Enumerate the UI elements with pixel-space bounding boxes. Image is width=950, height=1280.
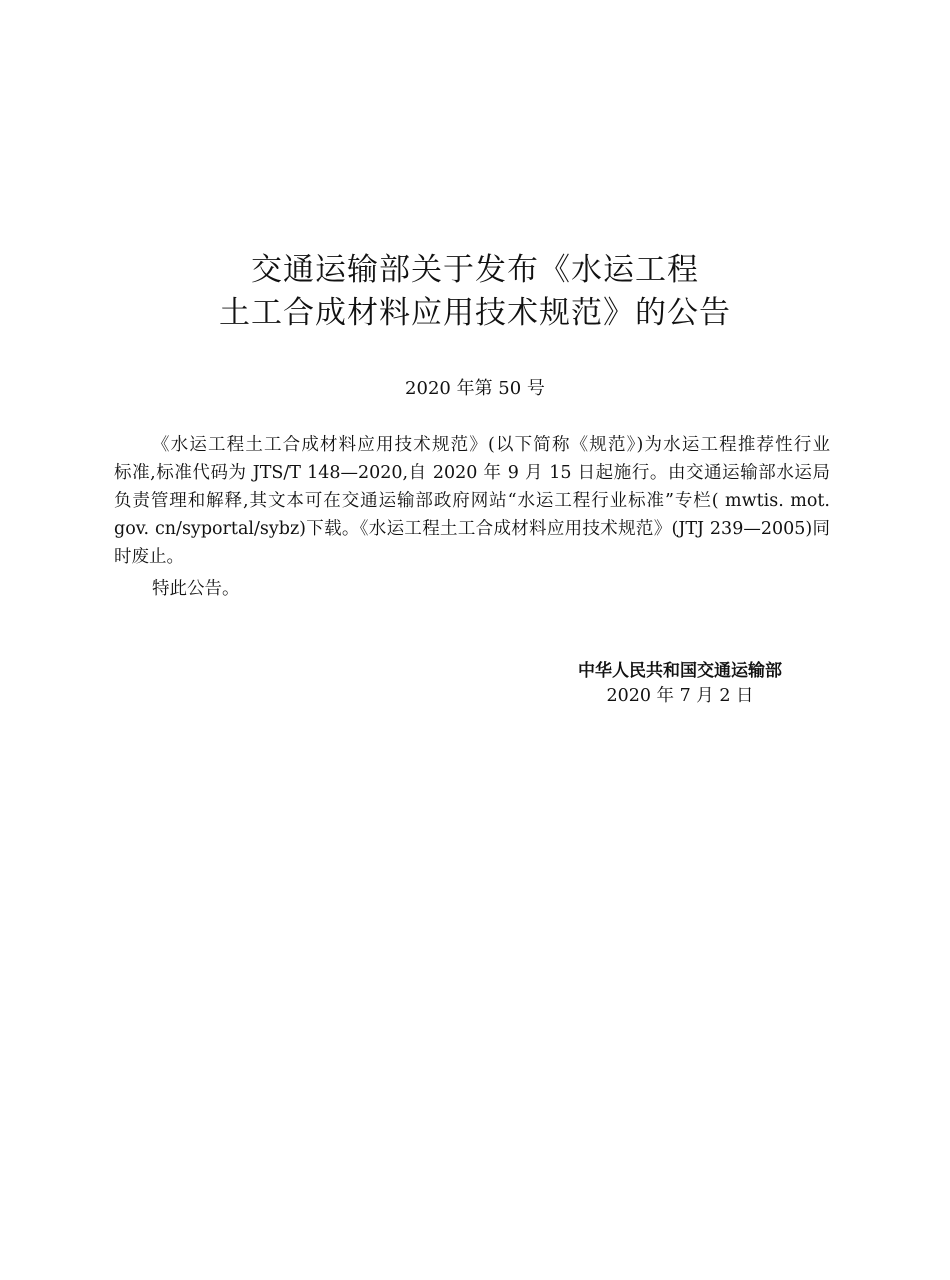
document-title-line-2: 土工合成材料应用技术规范》的公告 xyxy=(219,295,731,331)
closing-statement: 特此公告。 xyxy=(152,579,240,599)
document-title-line-1: 交通运输部关于发布《水运工程 xyxy=(251,252,699,288)
body-line-2: 标准,标准代码为 JTS/T 148—2020,自 2020 年 9 月 15 日起施行。由交通运输部水运局 xyxy=(114,463,830,483)
announcement-number: 2020 年第 50 号 xyxy=(405,378,545,399)
signature-date: 2020 年 7 月 2 日 xyxy=(606,686,754,706)
signatory-organization: 中华人民共和国交通运输部 xyxy=(578,661,782,681)
body-line-3: 负责管理和解释,其文本可在交通运输部政府网站“水运工程行业标准”专栏( mwtis. mot. xyxy=(114,491,830,511)
body-line-1: 《水运工程土工合成材料应用技术规范》(以下简称《规范》)为水运工程推荐性行业 xyxy=(152,435,830,455)
body-line-5: 时废止。 xyxy=(114,547,184,567)
body-line-4: gov. cn/syportal/sybz)下载。《水运工程土工合成材料应用技术规范》(JTJ 239—2005)同 xyxy=(114,519,830,539)
